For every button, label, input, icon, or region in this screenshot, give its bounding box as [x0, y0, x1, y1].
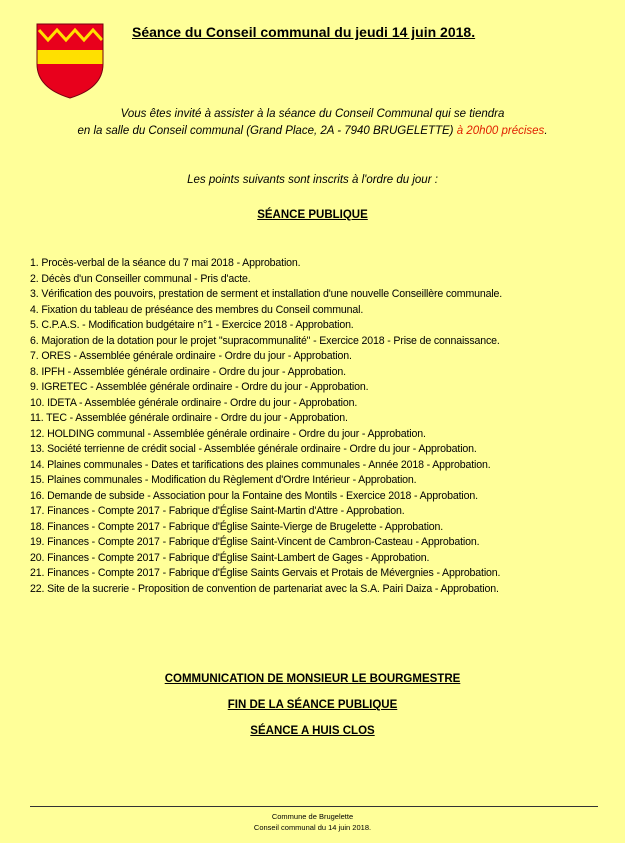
- coat-of-arms-icon: [35, 22, 105, 100]
- agenda-item: 14. Plaines communales - Dates et tarifications des plaines communales - Année 2018 - Approbation.: [30, 458, 491, 471]
- footer-divider: [30, 806, 598, 807]
- agenda-item: 2. Décès d'un Conseiller communal - Pris d'acte.: [30, 272, 251, 285]
- agenda-item: 20. Finances - Compte 2017 - Fabrique d'Église Saint-Lambert de Gages - Approbation.: [30, 551, 430, 564]
- public-session-heading: SÉANCE PUBLIQUE: [257, 209, 368, 221]
- agenda-item: 6. Majoration de la dotation pour le projet "supracommunalité" - Exercice 2018 - Prise de connaissance.: [30, 334, 500, 347]
- agenda-item: 3. Vérification des pouvoirs, prestation de serment et installation d'une nouvelle Conseillère communale.: [30, 288, 503, 300]
- agenda-item: 13. Société terrienne de crédit social - Assemblée générale ordinaire - Ordre du jour - Approbation.: [30, 443, 477, 455]
- agenda-list: [30, 256, 502, 597]
- mayor-communication-heading: COMMUNICATION DE MONSIEUR LE BOURGMESTRE: [164, 673, 461, 685]
- end-public-session-heading: FIN DE LA SÉANCE PUBLIQUE: [227, 699, 398, 711]
- agenda-item: 4. Fixation du tableau de préséance des membres du Conseil communal.: [30, 303, 364, 316]
- invitation-line-1: Vous êtes invité à assister à la séance du Conseil Communal qui se tiendra: [120, 108, 505, 120]
- agenda-item: 1. Procès-verbal de la séance du 7 mai 2018 - Approbation.: [30, 257, 301, 269]
- agenda-item: 19. Finances - Compte 2017 - Fabrique d'Église Saint-Vincent de Cambron-Casteau - Approbation.: [30, 536, 480, 548]
- agenda-item: 22. Site de la sucrerie - Proposition de convention de partenariat avec la S.A. Pairi Daiza - Approbation.: [30, 582, 499, 595]
- invitation-time: à 20h00 précises: [456, 125, 545, 137]
- agenda-item: 11. TEC - Assemblée générale ordinaire - Ordre du jour - Approbation.: [30, 412, 348, 424]
- invitation-text: [0, 106, 625, 140]
- agenda-item: 8. IPFH - Assemblée générale ordinaire - Ordre du jour - Approbation.: [30, 365, 346, 378]
- agenda-item: 12. HOLDING communal - Assemblée générale ordinaire - Ordre du jour - Approbation.: [30, 427, 426, 440]
- agenda-item: 21. Finances - Compte 2017 - Fabrique d'Église Saints Gervais et Protais de Mévergnies - Approbation.: [30, 567, 501, 579]
- closed-session-heading: SÉANCE A HUIS CLOS: [250, 725, 375, 737]
- footer-commune: Commune de Brugelette: [271, 812, 354, 821]
- agenda-item: 15. Plaines communales - Modification du Règlement d'Ordre Intérieur - Approbation.: [30, 474, 417, 486]
- invitation-line-2: [0, 123, 625, 140]
- agenda-item: 5. C.P.A.S. - Modification budgétaire n°1 - Exercice 2018 - Approbation.: [30, 319, 354, 331]
- agenda-item: 16. Demande de subside - Association pour la Fontaine des Montils - Exercice 2018 - Approbation.: [30, 489, 478, 502]
- document-title: Séance du Conseil communal du jeudi 14 juin 2018.: [132, 24, 476, 40]
- footer-council-date: Conseil communal du 14 juin 2018.: [253, 823, 372, 832]
- agenda-item: 10. IDETA - Assemblée générale ordinaire - Ordre du jour - Approbation.: [30, 396, 358, 409]
- invitation-period: .: [544, 125, 548, 137]
- invitation-location: en la salle du Conseil communal (Grand Place, 2A - 7940 BRUGELETTE): [77, 125, 457, 137]
- agenda-intro: Les points suivants sont inscrits à l'ordre du jour :: [187, 174, 438, 186]
- agenda-item: 17. Finances - Compte 2017 - Fabrique d'Église Saint-Martin d'Attre - Approbation.: [30, 505, 405, 517]
- footer: [0, 811, 625, 833]
- agenda-item: 18. Finances - Compte 2017 - Fabrique d'Église Sainte-Vierge de Brugelette - Approbation.: [30, 520, 444, 533]
- agenda-item: 7. ORES - Assemblée générale ordinaire - Ordre du jour - Approbation.: [30, 350, 352, 362]
- agenda-item: 9. IGRETEC - Assemblée générale ordinaire - Ordre du jour - Approbation.: [30, 381, 369, 393]
